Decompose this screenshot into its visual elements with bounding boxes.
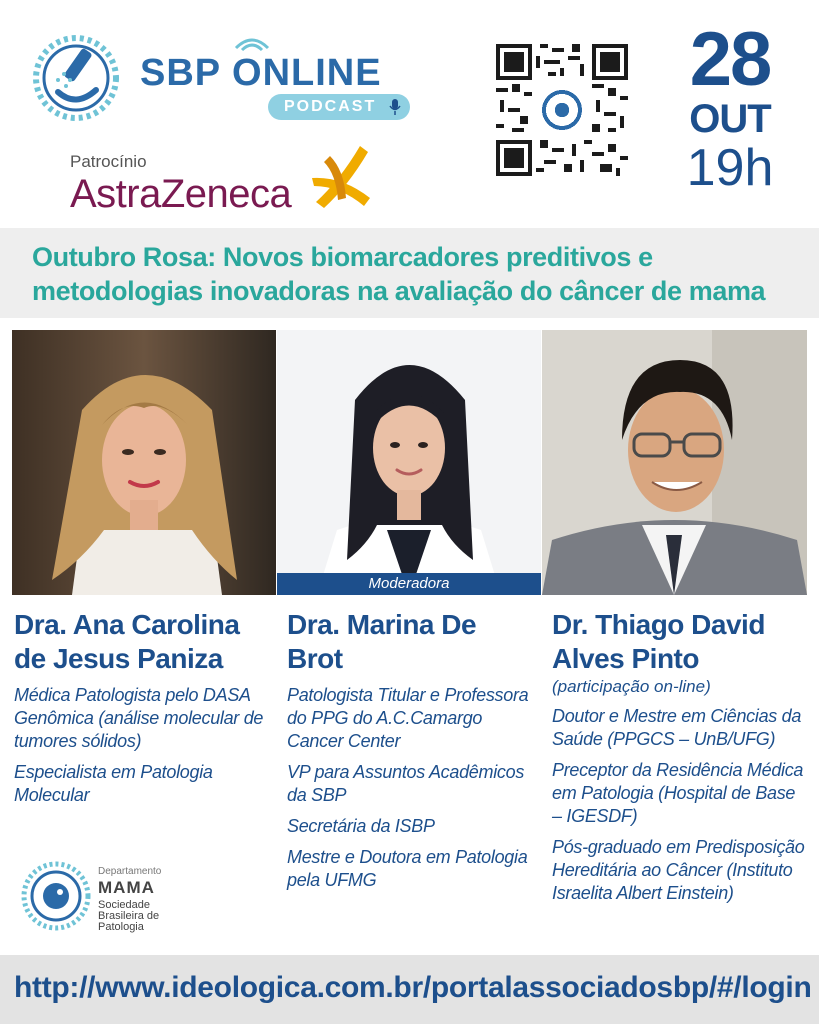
speaker-3-name-line-1: Dr. Thiago David: [552, 609, 765, 640]
event-month: OUT: [689, 97, 771, 141]
speaker-photo-2: [277, 330, 541, 595]
moderator-badge: Moderadora: [277, 573, 541, 595]
speaker-1-bio-1: Médica Patologista pelo DASA Genômica (análise molecular de tumores sólidos): [14, 685, 264, 751]
qr-code[interactable]: [496, 44, 628, 176]
event-day: 28: [689, 17, 771, 102]
speaker-3-bio-3: Pós-graduado em Predisposição Hereditária ao Câncer (Instituto Israelita Albert Einstein): [552, 837, 805, 903]
footer-bar: [0, 955, 819, 1024]
speaker-1: [14, 608, 276, 807]
speaker-photo-3: [542, 330, 807, 595]
speaker-2: [287, 608, 541, 892]
sbp-logo-icon: [28, 30, 124, 126]
speaker-3-bio-1: Doutor e Mestre em Ciências da Saúde (PPGCS – UnB/UFG): [552, 706, 802, 749]
speaker-3: [552, 608, 808, 905]
speaker-3-participation-note: (participação on-line): [552, 677, 711, 696]
event-title-line-1: Outubro Rosa: Novos biomarcadores preditivos e: [32, 242, 653, 272]
sponsor-name: AstraZeneca: [70, 172, 292, 216]
department-label: Departamento: [98, 866, 162, 877]
registration-link[interactable]: http://www.ideologica.com.br/portalassociadosbp/#/login: [14, 971, 812, 1004]
speaker-3-bio-2: Preceptor da Residência Médica em Patologia (Hospital de Base – IGESDF): [552, 760, 804, 826]
department-org-line-2: Brasileira de: [98, 910, 160, 922]
department-name: MAMA: [98, 878, 155, 897]
microphone-icon: [388, 98, 402, 116]
department-logo: [18, 858, 218, 938]
speaker-2-name-line-1: Dra. Marina De: [287, 609, 477, 640]
podcast-label: PODCAST: [284, 98, 377, 115]
speaker-1-name-line-2: de Jesus Paniza: [14, 643, 223, 674]
department-mark-icon: [18, 858, 94, 934]
brand-name: SBP ONLINE: [140, 52, 382, 94]
speaker-photo-1: [12, 330, 276, 595]
department-organization: [98, 900, 208, 933]
speaker-2-bio-3: Secretária da ISBP: [287, 816, 435, 836]
podcast-badge: [268, 94, 410, 120]
broadcast-icon: [232, 30, 272, 52]
astrazeneca-symbol-icon: [310, 140, 374, 214]
sponsor-label: Patrocínio: [70, 152, 147, 171]
speaker-2-name-line-2: Brot: [287, 643, 343, 674]
speaker-3-name-line-2: Alves Pinto: [552, 643, 699, 674]
speaker-2-bio-2: VP para Assuntos Acadêmicos da SBP: [287, 762, 525, 805]
speaker-1-bio-2: Especialista em Patologia Molecular: [14, 762, 213, 805]
department-org-line-3: Patologia: [98, 921, 144, 933]
podcast-title: [140, 44, 420, 124]
event-date: [660, 17, 800, 197]
event-time: 19h: [686, 139, 774, 197]
event-title-line-2: metodologias inovadoras na avaliação do câncer de mama: [32, 276, 766, 306]
department-org-line-1: Sociedade: [98, 899, 150, 911]
speaker-2-bio-1: Patologista Titular e Professora do PPG do A.C.Camargo Cancer Center: [287, 685, 529, 751]
event-title-band: [0, 228, 819, 318]
speaker-2-bio-4: Mestre e Doutora em Patologia pela UFMG: [287, 847, 528, 890]
speaker-1-name-line-1: Dra. Ana Carolina: [14, 609, 240, 640]
